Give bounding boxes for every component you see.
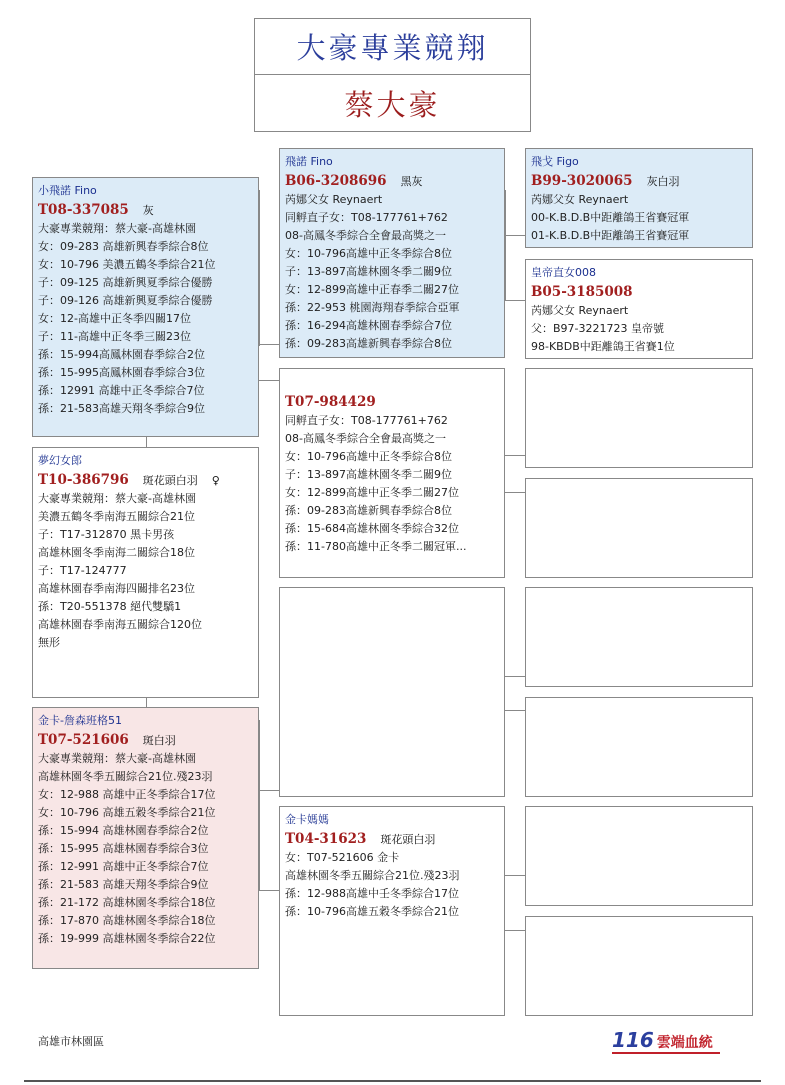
feather-color: 灰白羽 (646, 175, 680, 188)
achievement-line: 孫：T20-551378 絕代雙驕1 (38, 600, 182, 613)
achievement-line: 女：10-796高雄中正冬季綜合8位 (285, 450, 452, 463)
achievement-line: 女：10-796 高雄五穀冬季綜合21位 (38, 806, 216, 819)
achievement-line: 子：T17-124777 (38, 564, 127, 577)
ring-number: T10-386796 (38, 472, 129, 488)
achievement-line: 女：10-796 美濃五鶴冬季綜合21位 (38, 258, 216, 271)
achievement-line: 女：12-988 高雄中正冬季綜合17位 (38, 788, 216, 801)
achievement-line: 女：12-899高雄中正冬季二關27位 (285, 486, 459, 499)
achievement-line: 孫：15-994 高雄林園春季綜合2位 (38, 824, 209, 837)
achievement-line: 孫：21-583高雄天翔冬季綜合9位 (38, 402, 205, 415)
pigeon-name: 金卡-詹森班格51 (38, 714, 122, 727)
pigeon-name: 飛戈 Figo (531, 155, 579, 168)
connector (146, 698, 147, 707)
achievement-line: 08-高鳳冬季綜合全會最高獎之一 (285, 432, 446, 445)
pigeon-card-empty (525, 916, 753, 1016)
achievement-line: 子：09-126 高雄新興夏季綜合優勝 (38, 294, 213, 307)
achievement-line: 孫：19-999 高雄林園冬季綜合22位 (38, 932, 216, 945)
achievement-line: 美濃五鶴冬季南海五關綜合21位 (38, 510, 195, 523)
achievement-line: 父：B97-3221723 皇帝號 (531, 322, 664, 335)
achievement-line: 女：12-高雄中正冬季四關17位 (38, 312, 191, 325)
achievement-line: 大豪專業競翔：蔡大豪-高雄林園 (38, 222, 196, 235)
achievement-line: 孫：09-283高雄新興春季綜合8位 (285, 337, 452, 350)
pigeon-card-empty (525, 697, 753, 797)
connector (259, 720, 260, 890)
pigeon-card-self (32, 177, 259, 437)
feather-color: 斑花頭白羽 (380, 833, 436, 846)
pigeon-card-dam-dam (279, 806, 505, 1016)
owner-name: 蔡大豪 (344, 87, 441, 122)
pigeon-card-dam (32, 707, 259, 969)
achievement-line: 00-K.B.D.B中距離鴿王省賽冠軍 (531, 211, 690, 224)
achievement-line: 孫：16-294高雄林園春季綜合7位 (285, 319, 452, 332)
feather-color: 斑花頭白羽 (142, 474, 198, 487)
connector (505, 492, 525, 493)
achievement-line: 孫：12-988高雄中壬冬季綜合17位 (285, 887, 459, 900)
achievement-line: 孫：15-994高鳳林園春季綜合2位 (38, 348, 205, 361)
connector (259, 190, 260, 346)
achievement-line: 高雄林園冬季南海二關綜合18位 (38, 546, 195, 559)
connector (259, 890, 279, 891)
achievement-line: 子：11-高雄中正冬季三關23位 (38, 330, 191, 343)
brand-logo (612, 1028, 713, 1052)
pigeon-card-mate (32, 447, 259, 698)
achievement-line: 孫：21-583 高雄天翔冬季綜合9位 (38, 878, 209, 891)
connector (259, 380, 279, 381)
connector (259, 344, 279, 345)
connector (505, 710, 525, 711)
logo-number: 116 (612, 1028, 654, 1052)
pigeon-card-empty (525, 806, 753, 906)
ring-number: T04-31623 (285, 831, 367, 847)
achievement-line: 孫：15-684高雄林園冬季綜合32位 (285, 522, 459, 535)
feather-color: 黑灰 (400, 175, 423, 188)
achievement-line: 高雄林園春季南海五關綜合120位 (38, 618, 202, 631)
achievement-line: 98-KBDB中距離鴿王省賽1位 (531, 340, 675, 353)
ring-number: T07-984429 (285, 394, 376, 410)
achievement-line: 孫：15-995高鳳林園春季綜合3位 (38, 366, 205, 379)
achievement-line: 女：10-796高雄中正冬季綜合8位 (285, 247, 452, 260)
pigeon-card-sibling (279, 368, 505, 578)
achievement-line: 大豪專業競翔：蔡大豪-高雄林園 (38, 752, 196, 765)
pigeon-card-empty (525, 478, 753, 578)
achievement-line: 孫：21-172 高雄林園冬季綜合18位 (38, 896, 216, 909)
achievement-line: 孫：09-283高雄新興春季綜合8位 (285, 504, 452, 517)
logo-underline (612, 1052, 720, 1054)
loft-title: 大豪專業競翔 (255, 19, 530, 75)
achievement-line: 無形 (38, 636, 60, 649)
feather-color: 斑白羽 (142, 734, 176, 747)
connector (505, 235, 525, 236)
pigeon-card-sire-dam (525, 259, 753, 359)
connector (505, 300, 525, 301)
ring-number: T07-521606 (38, 732, 129, 748)
pigeon-card-sire (279, 148, 505, 358)
feather-color: 灰 (142, 204, 154, 217)
achievement-line: 子：13-897高雄林園冬季二關9位 (285, 265, 452, 278)
achievement-line: 女：T07-521606 金卡 (285, 851, 400, 864)
achievement-line: 高雄林園冬季五關綜合21位.殘23羽 (285, 869, 460, 882)
connector (505, 190, 506, 300)
logo-text: 雲端血統 (656, 1035, 713, 1051)
achievement-line: 同孵直子女：T08-177761+762 (285, 211, 448, 224)
achievement-line: 高雄林園冬季五關綜合21位.殘23羽 (38, 770, 213, 783)
location-text: 高雄市林園區 (38, 1035, 104, 1048)
pigeon-name: 皇帝直女008 (531, 266, 596, 279)
achievement-line: 子：13-897高雄林園冬季二關9位 (285, 468, 452, 481)
achievement-line: 女：12-899高雄中正春季二關27位 (285, 283, 459, 296)
achievement-line: 芮娜父女 Reynaert (285, 193, 383, 206)
pigeon-card-empty (279, 587, 505, 797)
achievement-line: 08-高鳳冬季綜合全會最高獎之一 (285, 229, 446, 242)
connector (259, 790, 279, 791)
connector (505, 875, 525, 876)
achievement-line: 女：09-283 高雄新興春季綜合8位 (38, 240, 209, 253)
pigeon-name: 小飛諾 Fino (38, 184, 97, 197)
achievement-line: 大豪專業競翔：蔡大豪-高雄林園 (38, 492, 196, 505)
connector (505, 455, 525, 456)
ring-number: B05-3185008 (531, 284, 633, 300)
achievement-line: 子：09-125 高雄新興夏季綜合優勝 (38, 276, 213, 289)
pigeon-card-sire-sire (525, 148, 753, 248)
achievement-line: 孫：22-953 桃園海翔春季綜合亞軍 (285, 301, 460, 314)
ring-number: B06-3208696 (285, 173, 387, 189)
achievement-line: 高雄林園春季南海四關排名23位 (38, 582, 195, 595)
achievement-line: 01-K.B.D.B中距離鴿王省賽冠軍 (531, 229, 690, 242)
pigeon-name: 飛諾 Fino (285, 155, 333, 168)
achievement-line: 孫：12991 高雄中正冬季綜合7位 (38, 384, 205, 397)
ring-number: T08-337085 (38, 202, 129, 218)
pigeon-name: 金卡媽媽 (285, 813, 329, 826)
achievement-line: 芮娜父女 Reynaert (531, 193, 629, 206)
connector (505, 676, 525, 677)
achievement-line: 子：T17-312870 黑卡男孩 (38, 528, 175, 541)
footer-rule (24, 1080, 761, 1082)
ring-number: B99-3020065 (531, 173, 633, 189)
achievement-line: 孫：11-780高雄中正冬季二關冠軍... (285, 540, 467, 553)
sex-symbol: ♀ (211, 474, 220, 487)
connector (505, 930, 525, 931)
achievement-line: 芮娜父女 Reynaert (531, 304, 629, 317)
connector (146, 437, 147, 447)
achievement-line: 孫：12-991 高雄中正冬季綜合7位 (38, 860, 209, 873)
pigeon-card-empty (525, 587, 753, 687)
achievement-line: 孫：15-995 高雄林園春季綜合3位 (38, 842, 209, 855)
header-box (254, 18, 531, 132)
achievement-line: 孫：10-796高雄五穀冬季綜合21位 (285, 905, 459, 918)
pigeon-name: 夢幻女郎 (38, 454, 82, 467)
achievement-line: 孫：17-870 高雄林園冬季綜合18位 (38, 914, 216, 927)
achievement-line: 同孵直子女：T08-177761+762 (285, 414, 448, 427)
pigeon-card-empty (525, 368, 753, 468)
